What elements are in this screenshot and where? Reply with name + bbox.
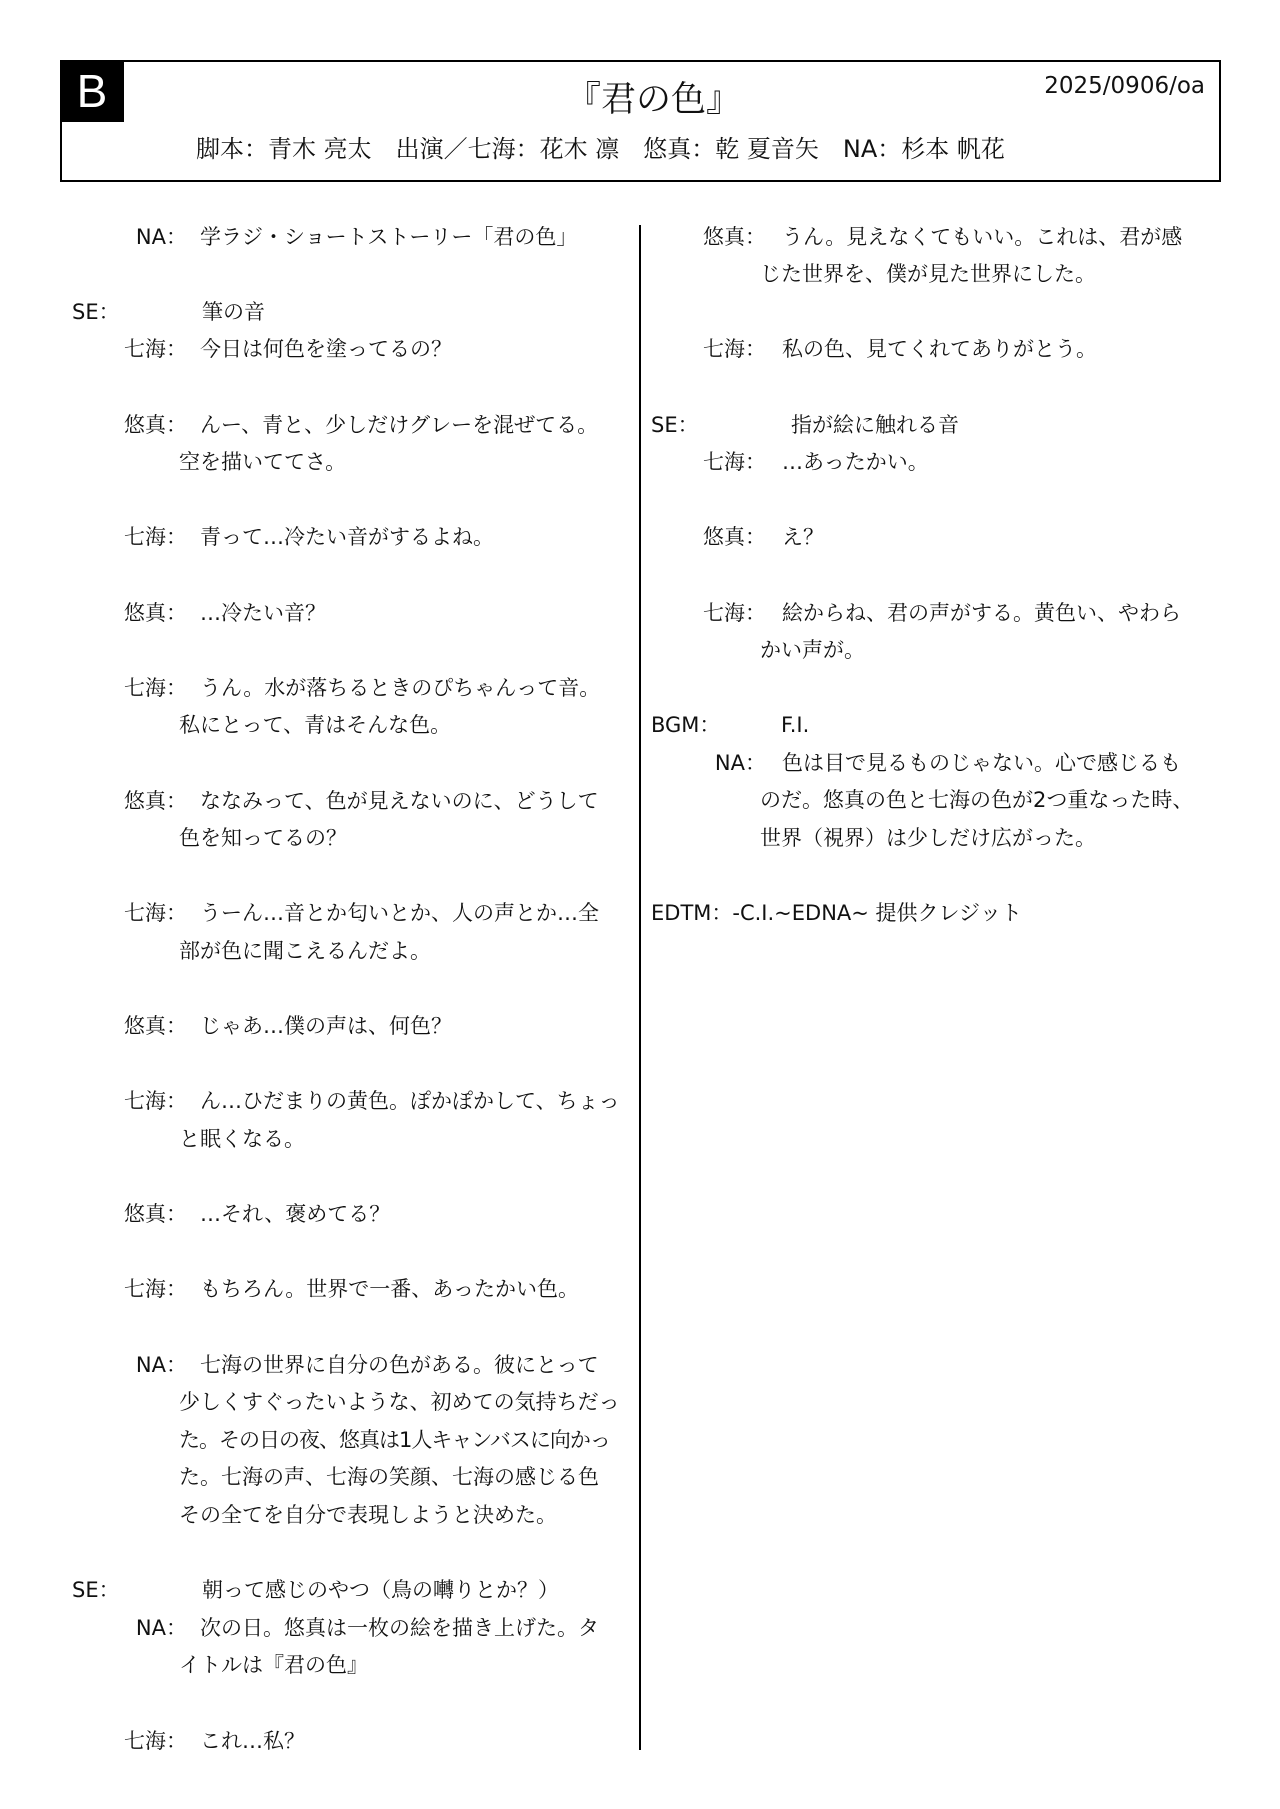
speaker-label: 七海： (124, 337, 187, 362)
dialogue-line: 絵からね、君の声がする。黄色い、やわら (782, 600, 1181, 625)
bgm-label: BGM： (651, 713, 721, 738)
narration-line: イトルは『君の色』 (179, 1653, 368, 1678)
revision-date: 2025/0906/oa (1044, 73, 1205, 99)
script-column-right (640, 0, 1280, 1809)
cue-block (0, 670, 640, 745)
speaker-label: 七海： (703, 450, 766, 475)
speaker-label: 悠真： (124, 600, 187, 625)
speaker-label: 七海： (703, 337, 766, 362)
cue-block (640, 595, 1280, 670)
edtm-label: EDTM： (651, 901, 733, 926)
edtm-text: -C.I.~EDNA~ 提供クレジット (732, 901, 1023, 926)
dialogue-line: うん。見えなくてもいい。これは、君が感 (782, 224, 1183, 249)
dialogue-line: 私にとって、青はそんな色。 (179, 713, 452, 738)
cue-block (640, 219, 1280, 294)
narration-line: のだ。悠真の色と七海の色が2つ重なった時、 (760, 788, 1194, 813)
cue-block (0, 1271, 640, 1309)
cue-block (0, 1083, 640, 1158)
cue-block (0, 1723, 640, 1761)
dialogue-line: え？ (782, 525, 824, 550)
bgm-text: F.I. (781, 713, 810, 738)
speaker-label: 悠真： (124, 1014, 187, 1039)
cue-block (640, 745, 1280, 858)
speaker-label: 悠真： (703, 224, 766, 249)
dialogue-line: ん…ひだまりの黄色。ぽかぽかして、ちょっ (200, 1089, 620, 1114)
cue-block (0, 895, 640, 970)
cue-block (0, 519, 640, 557)
credits-line: 脚本：青木 亮太 出演／七海：花木 凛 悠真：乾 夏音矢 NA：杉本 帆花 (196, 135, 1005, 163)
section-badge: B (60, 60, 124, 122)
sound-effect-label: SE： (651, 412, 699, 437)
dialogue-line: 今日は何色を塗ってるの？ (200, 337, 452, 362)
narration-line: その全てを自分で表現しようと決めた。 (179, 1502, 557, 1527)
dialogue-line: 学ラジ・ショートストーリー「君の色」 (200, 224, 578, 249)
script-title: 『君の色』 (566, 80, 742, 120)
cue-block (0, 595, 640, 633)
speaker-label: NA： (135, 224, 187, 249)
cue-block (0, 331, 640, 369)
speaker-label: 悠真： (703, 525, 766, 550)
cue-block (640, 895, 1280, 933)
speaker-label: 七海： (124, 675, 187, 700)
cue-block (0, 1008, 640, 1046)
sound-effect-text: 筆の音 (202, 299, 265, 324)
speaker-label: 悠真： (124, 1202, 187, 1227)
cue-block (640, 331, 1280, 369)
dialogue-line: …あったかい。 (782, 450, 929, 475)
narration-line: た。七海の声、七海の笑顔、七海の感じる色 (179, 1465, 599, 1490)
speaker-label: 七海： (703, 600, 766, 625)
dialogue-line: …それ、褒めてる？ (200, 1202, 391, 1227)
dialogue-line: んー、青と、少しだけグレーを混ぜてる。 (200, 412, 599, 437)
speaker-label: 七海： (124, 1728, 187, 1753)
dialogue-line: 部が色に聞こえるんだよ。 (179, 938, 431, 963)
cue-block (640, 407, 1280, 445)
dialogue-line: もちろん。世界で一番、あったかい色。 (200, 1277, 580, 1302)
narration-line: 次の日。悠真は一枚の絵を描き上げた。タ (200, 1615, 599, 1640)
dialogue-line: うーん…音とか匂いとか、人の声とか…全 (200, 901, 599, 926)
dialogue-line: かい声が。 (760, 638, 865, 663)
dialogue-line: …冷たい音？ (200, 600, 326, 625)
narration-line: た。その日の夜、悠真は1人キャンバスに向かっ (179, 1427, 610, 1452)
ending-cue-line (640, 895, 1280, 933)
narration-line: 世界（視界）は少しだけ広がった。 (760, 826, 1096, 851)
speaker-label: 悠真： (124, 412, 187, 437)
cue-block (640, 707, 1280, 745)
narration-line: 少しくすぐったいような、初めての気持ちだっ (179, 1390, 620, 1415)
speaker-label: 七海： (124, 525, 187, 550)
sound-effect-text: 朝って感じのやつ（鳥の囀りとか？） (202, 1578, 559, 1603)
cue-block (0, 294, 640, 332)
dialogue-line: うん。水が落ちるときのぴちゃんって音。 (200, 675, 601, 700)
speaker-label: NA： (135, 1615, 187, 1640)
speaker-label: NA： (135, 1352, 187, 1377)
dialogue-line: じた世界を、僕が見た世界にした。 (760, 262, 1096, 287)
dialogue-line: 空を描いててさ。 (179, 450, 347, 475)
speaker-label: 七海： (124, 1089, 187, 1114)
cue-block (0, 407, 640, 482)
speaker-label: 悠真： (124, 788, 187, 813)
cue-block (0, 1610, 640, 1685)
dialogue-line: 私の色、見てくれてありがとう。 (782, 337, 1097, 362)
speaker-label: 七海： (124, 901, 187, 926)
narration-line: 色は目で見るものじゃない。心で感じるも (782, 750, 1181, 775)
sound-effect-label: SE： (72, 1578, 120, 1603)
cue-block (640, 519, 1280, 557)
cue-block (0, 219, 640, 257)
dialogue-line: ななみって、色が見えないのに、どうして (200, 788, 599, 813)
dialogue-line: と眠くなる。 (179, 1126, 305, 1151)
speaker-label: 七海： (124, 1277, 187, 1302)
dialogue-line: 色を知ってるの？ (179, 826, 347, 851)
sound-effect-label: SE： (72, 299, 120, 324)
dialogue-line: これ…私？ (200, 1728, 305, 1753)
cue-block (0, 1572, 640, 1610)
dialogue-line: じゃあ…僕の声は、何色？ (200, 1014, 452, 1039)
cue-block (0, 1196, 640, 1234)
cue-block (0, 783, 640, 858)
narration-line: 七海の世界に自分の色がある。彼にとって (200, 1352, 599, 1377)
speaker-label: NA： (714, 750, 766, 775)
cue-block (640, 444, 1280, 482)
sound-effect-text: 指が絵に触れる音 (791, 412, 959, 437)
dialogue-line: 青って…冷たい音がするよね。 (200, 525, 494, 550)
cue-block (0, 1347, 640, 1535)
